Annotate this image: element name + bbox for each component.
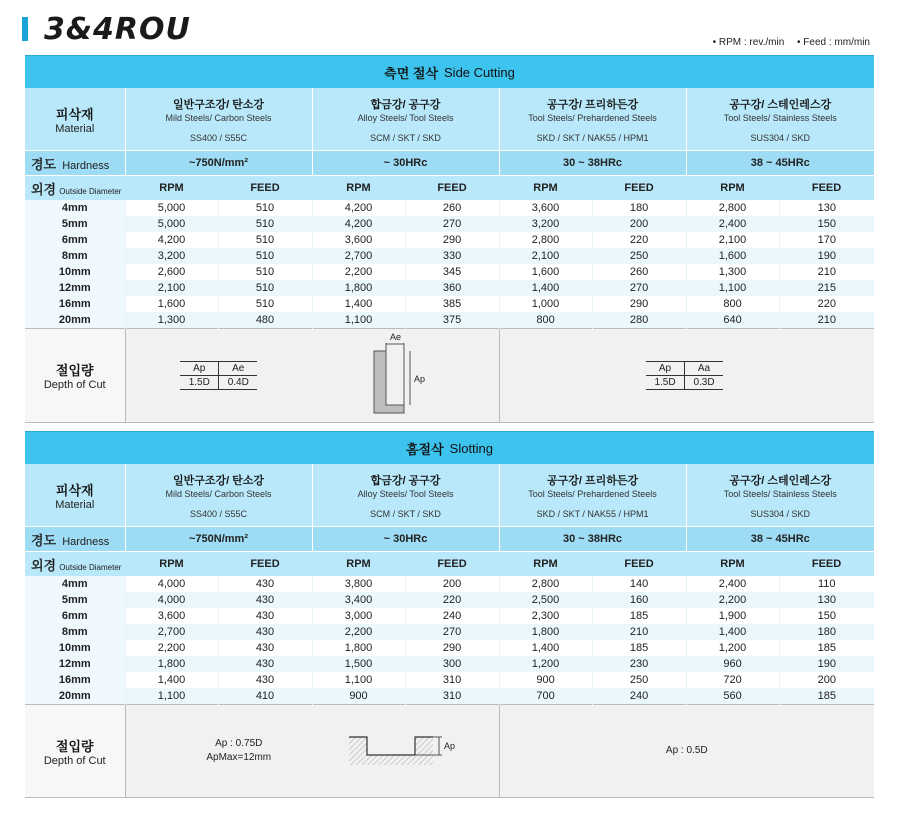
feed-cell: 185 bbox=[779, 640, 874, 656]
feed-cell: 510 bbox=[218, 264, 312, 280]
column-header-row bbox=[25, 552, 874, 577]
workpiece-hatch bbox=[349, 737, 433, 765]
rpm-cell: 2,400 bbox=[686, 576, 779, 592]
material-en: Tool Steels/ Prehardened Steels bbox=[528, 489, 657, 499]
table-row bbox=[25, 232, 874, 248]
table-row bbox=[25, 200, 874, 216]
material-row bbox=[25, 464, 874, 527]
hardness-label-ko: 경도 bbox=[31, 532, 57, 548]
material-ko: 일반구조강/ 탄소강 bbox=[172, 475, 265, 487]
rpm-cell: 4,000 bbox=[125, 576, 218, 592]
rpm-cell: 3,400 bbox=[312, 592, 405, 608]
material-grade: SUS304 / SKD bbox=[750, 133, 811, 143]
depth-of-cut-row bbox=[25, 329, 874, 423]
od-label-en: Outside Diameter bbox=[59, 562, 122, 572]
od-label-ko: 외경 bbox=[31, 557, 57, 573]
feed-cell: 290 bbox=[405, 232, 499, 248]
rpm-cell: 2,100 bbox=[686, 232, 779, 248]
feed-cell: 300 bbox=[405, 656, 499, 672]
feed-cell: 290 bbox=[405, 640, 499, 656]
table-row bbox=[25, 640, 874, 656]
rpm-cell: 2,200 bbox=[686, 592, 779, 608]
hardness-value: 30 ~ 38HRc bbox=[499, 527, 686, 552]
od-cell: 6mm bbox=[25, 608, 125, 624]
workpiece-shape bbox=[374, 351, 404, 413]
rpm-header: RPM bbox=[125, 176, 218, 201]
rpm-unit: • RPM : rev./min bbox=[712, 37, 785, 48]
rpm-cell: 700 bbox=[499, 688, 592, 705]
table-row bbox=[25, 264, 874, 280]
rpm-cell: 2,300 bbox=[499, 608, 592, 624]
slotting-section bbox=[25, 431, 874, 798]
feed-header: FEED bbox=[779, 552, 874, 577]
title-accent-bar bbox=[22, 17, 28, 41]
feed-cell: 160 bbox=[592, 592, 686, 608]
feed-cell: 180 bbox=[592, 200, 686, 216]
material-ko: 공구강/ 스테인레스강 bbox=[729, 475, 832, 487]
rpm-cell: 3,600 bbox=[499, 200, 592, 216]
rpm-cell: 5,000 bbox=[125, 200, 218, 216]
section-header-en: Slotting bbox=[449, 440, 494, 456]
rpm-cell: 1,800 bbox=[125, 656, 218, 672]
rpm-header: RPM bbox=[125, 552, 218, 577]
material-grade: SS400 / S55C bbox=[189, 509, 248, 519]
feed-cell: 430 bbox=[218, 640, 312, 656]
feed-cell: 190 bbox=[779, 656, 874, 672]
ap-label: Ap bbox=[414, 374, 426, 384]
feed-cell: 430 bbox=[218, 656, 312, 672]
rpm-cell: 1,200 bbox=[499, 656, 592, 672]
rpm-cell: 2,800 bbox=[499, 576, 592, 592]
hardness-value: ~750N/mm² bbox=[125, 527, 312, 552]
rpm-cell: 1,300 bbox=[125, 312, 218, 329]
feed-cell: 185 bbox=[779, 688, 874, 705]
rpm-cell: 2,700 bbox=[125, 624, 218, 640]
rpm-header: RPM bbox=[686, 176, 779, 201]
od-cell: 16mm bbox=[25, 672, 125, 688]
feed-cell: 200 bbox=[779, 672, 874, 688]
feed-cell: 510 bbox=[218, 296, 312, 312]
feed-cell: 345 bbox=[405, 264, 499, 280]
feed-cell: 430 bbox=[218, 672, 312, 688]
material-label bbox=[25, 88, 125, 151]
feed-cell: 510 bbox=[218, 216, 312, 232]
od-cell: 4mm bbox=[25, 200, 125, 216]
material-en: Tool Steels/ Stainless Steels bbox=[723, 489, 837, 499]
od-cell: 8mm bbox=[25, 248, 125, 264]
side-cutting-rows bbox=[25, 200, 874, 329]
rpm-cell: 1,800 bbox=[312, 280, 405, 296]
material-grade: SS400 / S55C bbox=[189, 133, 248, 143]
rpm-cell: 1,400 bbox=[686, 624, 779, 640]
material-label-ko: 피삭재 bbox=[55, 482, 94, 498]
rpm-cell: 1,400 bbox=[312, 296, 405, 312]
page-title: 3&4ROU bbox=[44, 12, 191, 47]
feed-cell: 375 bbox=[405, 312, 499, 329]
rpm-cell: 900 bbox=[499, 672, 592, 688]
rpm-cell: 560 bbox=[686, 688, 779, 705]
feed-cell: 240 bbox=[592, 688, 686, 705]
material-label bbox=[25, 464, 125, 527]
material-grade: SCM / SKT / SKD bbox=[370, 133, 441, 143]
material-row bbox=[25, 88, 874, 151]
feed-cell: 430 bbox=[218, 608, 312, 624]
feed-cell: 310 bbox=[405, 688, 499, 705]
rpm-cell: 2,700 bbox=[312, 248, 405, 264]
feed-header: FEED bbox=[218, 176, 312, 201]
rpm-cell: 800 bbox=[686, 296, 779, 312]
feed-cell: 330 bbox=[405, 248, 499, 264]
doc-ap: Ap : 0.75D bbox=[215, 738, 263, 749]
rpm-header: RPM bbox=[686, 552, 779, 577]
rpm-cell: 4,000 bbox=[125, 592, 218, 608]
doc-label-en: Depth of Cut bbox=[43, 379, 106, 391]
material-col bbox=[686, 88, 874, 151]
side-cutting-section bbox=[25, 55, 874, 423]
depth-of-cut-label bbox=[25, 329, 125, 423]
column-header-row bbox=[25, 176, 874, 201]
material-ko: 일반구조강/ 탄소강 bbox=[172, 99, 265, 111]
rpm-cell: 1,600 bbox=[125, 296, 218, 312]
table-row bbox=[25, 672, 874, 688]
feed-cell: 210 bbox=[779, 312, 874, 329]
rpm-cell: 1,800 bbox=[499, 624, 592, 640]
feed-cell: 430 bbox=[218, 576, 312, 592]
rpm-cell: 1,100 bbox=[312, 312, 405, 329]
material-grade: SCM / SKT / SKD bbox=[370, 509, 441, 519]
feed-cell: 220 bbox=[592, 232, 686, 248]
doc-value: 0.3D bbox=[685, 376, 724, 390]
material-label-en: Material bbox=[55, 498, 95, 511]
hardness-value: ~ 30HRc bbox=[312, 151, 499, 176]
feed-cell: 510 bbox=[218, 232, 312, 248]
rpm-cell: 2,200 bbox=[312, 624, 405, 640]
feed-unit: • Feed : mm/min bbox=[797, 37, 870, 48]
material-col bbox=[312, 464, 499, 527]
table-row bbox=[25, 576, 874, 592]
section-header bbox=[25, 431, 874, 464]
rpm-cell: 720 bbox=[686, 672, 779, 688]
material-col bbox=[686, 464, 874, 527]
material-ko: 공구강/ 프리하든강 bbox=[546, 99, 639, 111]
doc-text-block bbox=[126, 737, 313, 765]
cutting-table bbox=[25, 464, 874, 798]
doc-head: Aa bbox=[685, 362, 724, 376]
rpm-cell: 3,600 bbox=[312, 232, 405, 248]
depth-of-cut-table-left bbox=[125, 329, 312, 423]
feed-cell: 130 bbox=[779, 592, 874, 608]
hardness-value: ~ 30HRc bbox=[312, 527, 499, 552]
rpm-cell: 1,400 bbox=[499, 280, 592, 296]
material-ko: 합금강/ 공구강 bbox=[370, 475, 441, 487]
table-row bbox=[25, 296, 874, 312]
feed-header: FEED bbox=[405, 552, 499, 577]
od-cell: 20mm bbox=[25, 688, 125, 705]
doc-head: Ap bbox=[180, 362, 219, 376]
feed-cell: 480 bbox=[218, 312, 312, 329]
feed-header: FEED bbox=[779, 176, 874, 201]
rpm-cell: 2,100 bbox=[499, 248, 592, 264]
material-ko: 공구강/ 프리하든강 bbox=[546, 475, 639, 487]
hardness-label-en: Hardness bbox=[62, 159, 110, 172]
hardness-label bbox=[25, 151, 125, 176]
material-col bbox=[499, 88, 686, 151]
hardness-value: ~750N/mm² bbox=[125, 151, 312, 176]
feed-cell: 310 bbox=[405, 672, 499, 688]
rpm-cell: 1,500 bbox=[312, 656, 405, 672]
feed-cell: 185 bbox=[592, 640, 686, 656]
rpm-cell: 800 bbox=[499, 312, 592, 329]
slotting-rows bbox=[25, 576, 874, 705]
doc-value: 0.4D bbox=[219, 376, 258, 390]
rpm-cell: 1,300 bbox=[686, 264, 779, 280]
material-col bbox=[125, 88, 312, 151]
feed-cell: 210 bbox=[779, 264, 874, 280]
od-label-en: Outside Diameter bbox=[59, 186, 122, 196]
depth-of-cut-row bbox=[25, 705, 874, 798]
rpm-cell: 1,200 bbox=[686, 640, 779, 656]
material-col bbox=[312, 88, 499, 151]
table-row bbox=[25, 688, 874, 705]
rpm-cell: 1,800 bbox=[312, 640, 405, 656]
feed-cell: 140 bbox=[592, 576, 686, 592]
section-header-en: Side Cutting bbox=[444, 64, 515, 80]
rpm-cell: 900 bbox=[312, 688, 405, 705]
hardness-value: 38 ~ 45HRc bbox=[686, 151, 874, 176]
table-row bbox=[25, 592, 874, 608]
rpm-cell: 3,600 bbox=[125, 608, 218, 624]
feed-cell: 215 bbox=[779, 280, 874, 296]
rpm-cell: 1,100 bbox=[125, 688, 218, 705]
rpm-cell: 4,200 bbox=[312, 216, 405, 232]
doc-mini-table bbox=[180, 361, 257, 390]
rpm-cell: 3,200 bbox=[125, 248, 218, 264]
feed-cell: 510 bbox=[218, 280, 312, 296]
rpm-cell: 1,600 bbox=[499, 264, 592, 280]
od-cell: 10mm bbox=[25, 264, 125, 280]
doc-ap-right: Ap : 0.5D bbox=[665, 745, 708, 756]
doc-head: Ae bbox=[219, 362, 258, 376]
rpm-header: RPM bbox=[312, 552, 405, 577]
cutting-table bbox=[25, 88, 874, 423]
hardness-value: 38 ~ 45HRc bbox=[686, 527, 874, 552]
material-grade: SKD / SKT / NAK55 / HPM1 bbox=[536, 509, 649, 519]
rpm-cell: 1,100 bbox=[686, 280, 779, 296]
od-cell: 5mm bbox=[25, 592, 125, 608]
feed-cell: 150 bbox=[779, 608, 874, 624]
rpm-cell: 3,800 bbox=[312, 576, 405, 592]
feed-cell: 250 bbox=[592, 248, 686, 264]
feed-header: FEED bbox=[405, 176, 499, 201]
material-col bbox=[125, 464, 312, 527]
od-cell: 4mm bbox=[25, 576, 125, 592]
rpm-cell: 2,100 bbox=[125, 280, 218, 296]
od-label bbox=[25, 552, 125, 577]
rpm-cell: 3,000 bbox=[312, 608, 405, 624]
rpm-cell: 1,100 bbox=[312, 672, 405, 688]
feed-cell: 290 bbox=[592, 296, 686, 312]
material-en: Alloy Steels/ Tool Steels bbox=[357, 113, 454, 123]
feed-cell: 430 bbox=[218, 624, 312, 640]
feed-cell: 240 bbox=[405, 608, 499, 624]
feed-header: FEED bbox=[218, 552, 312, 577]
side-cut-diagram-cell bbox=[312, 329, 499, 423]
feed-cell: 185 bbox=[592, 608, 686, 624]
hardness-value: 30 ~ 38HRc bbox=[499, 151, 686, 176]
od-cell: 10mm bbox=[25, 640, 125, 656]
doc-head: Ap bbox=[646, 362, 685, 376]
table-row bbox=[25, 248, 874, 264]
feed-cell: 220 bbox=[405, 592, 499, 608]
slot-diagram-cell bbox=[312, 705, 499, 798]
material-col bbox=[499, 464, 686, 527]
hardness-label-en: Hardness bbox=[62, 535, 110, 548]
feed-header: FEED bbox=[592, 552, 686, 577]
doc-label-en: Depth of Cut bbox=[43, 754, 106, 767]
material-en: Tool Steels/ Prehardened Steels bbox=[528, 113, 657, 123]
rpm-cell: 2,800 bbox=[499, 232, 592, 248]
rpm-cell: 1,000 bbox=[499, 296, 592, 312]
feed-cell: 385 bbox=[405, 296, 499, 312]
table-row bbox=[25, 608, 874, 624]
feed-cell: 200 bbox=[592, 216, 686, 232]
feed-cell: 260 bbox=[592, 264, 686, 280]
section-header-ko: 홈절삭 bbox=[405, 441, 444, 457]
doc-label-ko: 절입량 bbox=[55, 363, 94, 378]
feed-cell: 110 bbox=[779, 576, 874, 592]
od-cell: 20mm bbox=[25, 312, 125, 329]
rpm-cell: 5,000 bbox=[125, 216, 218, 232]
hardness-row bbox=[25, 527, 874, 552]
doc-value: 1.5D bbox=[180, 376, 219, 390]
feed-cell: 210 bbox=[592, 624, 686, 640]
od-cell: 5mm bbox=[25, 216, 125, 232]
material-en: Tool Steels/ Stainless Steels bbox=[723, 113, 837, 123]
hardness-label-ko: 경도 bbox=[31, 156, 57, 172]
table-row bbox=[25, 656, 874, 672]
od-cell: 16mm bbox=[25, 296, 125, 312]
ae-label: Ae bbox=[390, 332, 402, 342]
rpm-header: RPM bbox=[312, 176, 405, 201]
doc-apmax: ApMax=12mm bbox=[206, 752, 272, 763]
slot-diagram bbox=[345, 725, 465, 775]
material-grade: SUS304 / SKD bbox=[750, 509, 811, 519]
feed-cell: 510 bbox=[218, 248, 312, 264]
units-legend bbox=[703, 37, 870, 48]
feed-cell: 510 bbox=[218, 200, 312, 216]
doc-mini-table bbox=[646, 361, 723, 390]
feed-cell: 220 bbox=[779, 296, 874, 312]
ap-label: Ap bbox=[444, 740, 456, 751]
rpm-cell: 1,600 bbox=[686, 248, 779, 264]
feed-header: FEED bbox=[592, 176, 686, 201]
material-en: Mild Steels/ Carbon Steels bbox=[165, 489, 272, 499]
rpm-cell: 4,200 bbox=[312, 200, 405, 216]
od-cell: 12mm bbox=[25, 656, 125, 672]
material-ko: 합금강/ 공구강 bbox=[370, 99, 441, 111]
material-label-ko: 피삭재 bbox=[55, 106, 94, 122]
feed-cell: 230 bbox=[592, 656, 686, 672]
feed-cell: 150 bbox=[779, 216, 874, 232]
feed-cell: 200 bbox=[405, 576, 499, 592]
material-grade: SKD / SKT / NAK55 / HPM1 bbox=[536, 133, 649, 143]
rpm-cell: 1,400 bbox=[499, 640, 592, 656]
depth-of-cut-label bbox=[25, 705, 125, 798]
table-row bbox=[25, 216, 874, 232]
rpm-cell: 2,200 bbox=[312, 264, 405, 280]
material-label-en: Material bbox=[55, 122, 95, 135]
feed-cell: 360 bbox=[405, 280, 499, 296]
feed-cell: 250 bbox=[592, 672, 686, 688]
doc-label-ko: 절입량 bbox=[55, 738, 94, 754]
od-cell: 12mm bbox=[25, 280, 125, 296]
section-header bbox=[25, 55, 874, 88]
od-cell: 6mm bbox=[25, 232, 125, 248]
rpm-cell: 2,400 bbox=[686, 216, 779, 232]
od-cell: 8mm bbox=[25, 624, 125, 640]
side-cut-diagram bbox=[360, 329, 450, 419]
rpm-cell: 2,200 bbox=[125, 640, 218, 656]
depth-of-cut-text-right bbox=[499, 705, 874, 798]
hardness-label bbox=[25, 527, 125, 552]
material-en: Mild Steels/ Carbon Steels bbox=[165, 113, 272, 123]
table-row bbox=[25, 280, 874, 296]
rpm-header: RPM bbox=[499, 552, 592, 577]
hardness-row bbox=[25, 151, 874, 176]
rpm-cell: 1,900 bbox=[686, 608, 779, 624]
rpm-cell: 3,200 bbox=[499, 216, 592, 232]
rpm-header: RPM bbox=[499, 176, 592, 201]
material-ko: 공구강/ 스테인레스강 bbox=[729, 99, 832, 111]
rpm-cell: 960 bbox=[686, 656, 779, 672]
doc-value: 1.5D bbox=[646, 376, 685, 390]
od-label-ko: 외경 bbox=[31, 181, 57, 197]
feed-cell: 170 bbox=[779, 232, 874, 248]
material-en: Alloy Steels/ Tool Steels bbox=[357, 489, 454, 499]
feed-cell: 130 bbox=[779, 200, 874, 216]
feed-cell: 180 bbox=[779, 624, 874, 640]
rpm-cell: 4,200 bbox=[125, 232, 218, 248]
rpm-cell: 1,400 bbox=[125, 672, 218, 688]
feed-cell: 410 bbox=[218, 688, 312, 705]
rpm-cell: 2,800 bbox=[686, 200, 779, 216]
rpm-cell: 2,500 bbox=[499, 592, 592, 608]
depth-of-cut-text-left bbox=[125, 705, 312, 798]
depth-of-cut-table-right bbox=[654, 329, 874, 423]
rpm-cell: 2,600 bbox=[125, 264, 218, 280]
feed-cell: 270 bbox=[405, 624, 499, 640]
feed-cell: 430 bbox=[218, 592, 312, 608]
feed-cell: 270 bbox=[592, 280, 686, 296]
feed-cell: 270 bbox=[405, 216, 499, 232]
feed-cell: 260 bbox=[405, 200, 499, 216]
section-header-ko: 측면 절삭 bbox=[384, 65, 439, 81]
rpm-cell: 640 bbox=[686, 312, 779, 329]
table-row bbox=[25, 312, 874, 329]
od-label bbox=[25, 176, 125, 201]
feed-cell: 280 bbox=[592, 312, 686, 329]
feed-cell: 190 bbox=[779, 248, 874, 264]
table-row bbox=[25, 624, 874, 640]
